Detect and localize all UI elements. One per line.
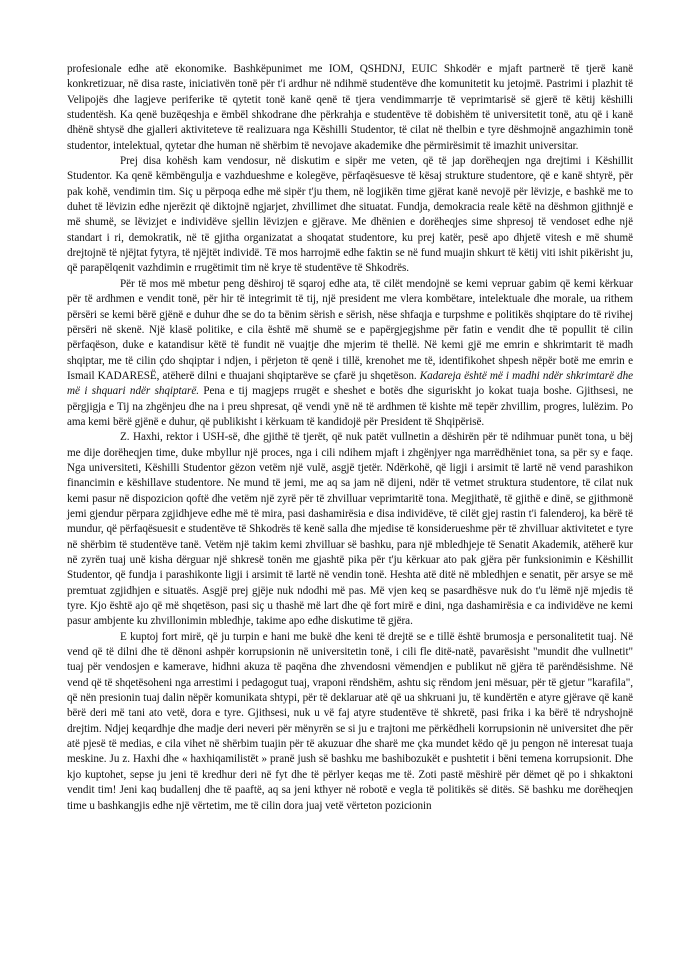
paragraph-president-kadare-part2: Pena e tij magjeps rrugët e sheshet e botës dhe siguriskht jo kokat tuaja boshe. Gjithsesi, ne përgjigja e Tij na zhgënjeu dhe na i preu shpresat, që vendi ynë në të ardhmen të kishte më tepër zhvillim, progres, lulëzim. Po ama kemi bërë gjënë e duhur, që publikisht i kërkuam të kandidojë për President të Shqipërisë. (67, 385, 633, 428)
paragraph-president-kadare-part1: Për të mos më mbetur peng dëshiroj të sqaroj edhe ata, të cilët mendojnë se kemi vepruar gabim që kemi kërkuar për të ardhmen e vendit tonë, për hir të integrimit të tij, një president me vlera kombëtare, intelektuale dhe morale, ua rithem përsëri se kemi bërë gjënë e duhur dhe se do ta bënim sërish e sërish, nëse shfaqja e turpshme e politikës shqiptare do të rivihej përsëri në skenë. Një klasë politike, e cila është më shumë se e papërgjegjshme për fatin e vendit dhe të popullit të cilin përfaqëson, duke e katandisur këtë të fundit në vuajtje dhe mjerim të thellë. Në kemi gjë me emrin e shkrimtarit të madh shqiptar, me të cilin çdo shqiptar i ndjen, i përjeton të qenë i tillë, krenohet me të, identifikohet shpesh nëpër botë me emrin e Ismail KADARESË, atëherë dilni e thuajani shqiptarëve se çfarë ju shqetëson. (67, 277, 633, 382)
paragraph-rector-haxhi: Z. Haxhi, rektor i USH-së, dhe gjithë të tjerët, që nuk patët vullnetin a dëshirën për të ndihmuar punët tona, u bëj me dije dorëheqjen time, duke mbyllur një proces, nga i cili ndihem mjaft i zhgënjyer nga marrëdhëniet tona, sa për sy e faqe. Nga universiteti, Këshilli Studentor gëzon vetëm një vulë, asgjë tjetër. Ndërkohë, që ligji i arsimit të lartë në vend parashikon financimin e këshillave studentore. Ne mund të jemi, me aq sa jam në dijeni, ndër të vetmet struktura studentore, të cilat nuk kemi pasur në dispozicion qoftë dhe vetëm një zyrë për të zhvilluar veprimtaritë tona. Megjithatë, të gjithë e dinë, se gjithmonë jemi gjendur përpara zgjidhjeve edhe më të mira, pasi dashamirësia e disa individëve, të cilët gjej rastin t'i falenderoj, ka bërë të mundur, që përfaqësuesit e studentëve të Shkodrës të kenë salla dhe mjedise të konsiderueshme për të zhvilluar aktivitetet e tyre në shërbim të studentëve tanë. Vetëm një takim kemi zhvilluar së bashku, para një mbledhjeje të Senatit Akademik, atëherë kur në zyrën tuaj unë kisha dërguar një shkresë tonën me gjashtë pika për t'ju kërkuar ato pak gjëra për funksionimin e Këshillit Studentor, që fundja i parashikonte ligji i arsimit të lartë në vendin tonë. Heshta atë ditë në mbledhjen e senatit, për arsye se më premtuat zgjidhjen e situatës. Asgjë prej gjëje nuk ndodhi më pas. Më vjen keq se pasardhësve nuk do t'u lëmë një mjedis të tyre. Kjo është ajo që më shqetëson, pasi siç u thashë më lart dhe që fort mirë e dini, nga dashamirësia e ca individëve ne kemi pasur ambjente ku zhvillonimin mbledhje, takime apo edhe diskutime të gjëra. (67, 431, 633, 628)
paragraph-resignation-decision: Prej disa kohësh kam vendosur, në diskutim e sipër me veten, që të jap dorëheqjen nga drejtimi i Këshillit Studentor. Ka qenë këmbëngulja e vazhdueshme e kolegëve, përfaqësuesve të kësaj strukture studentore, që e kanë shtyrë, për pak kohë, vendimin tim. Siç u përpoqa edhe më sipër t'ju them, në logjikën time gjërat kanë nevojë për lëvizje, e bashkë me to duhet të lëvizin edhe njerëzit që diktojnë ngjarjet, zhvillimet dhe situatat. Fundja, demokracia reale këtë na dëshmon gjithnjë e më shumë, se lëvizjet e individëve sjellin lëvizjen e gjërave. Me dhënien e dorëheqjes sime shpresoj të vendoset edhe një standart i ri, demokratik, në të gjitha organizatat a shoqatat studentore, ku prej katër, pesë apo dhjetë vitesh e më shumë drejtojnë të njëjtat fytyra, të njëjtët individë. Të mos harrojmë edhe faktin se në fund muajin shkurt të këtij viti ishit pikërisht ju, që parapëlqenit vazhdimin e rrugëtimit tim në krye të studentëve të Shkodrës. (67, 155, 633, 275)
paragraph-partnerships: profesionale edhe atë ekonomike. Bashkëpunimet me IOM, QSHDNJ, EUIC Shkodër e mjaft partnerë të tjerë kanë konkretizuar, në disa raste, iniciativën tonë për t'i ardhur në ndihmë studentëve dhe komunitetit ku jetojmë. Pastrimi i plazhit të Velipojës dhe lagjeve periferike të qytetit tonë kanë qenë të tjera vendimmarrje të veprimtarisë së gjerë të këtij këshilli studentësh. Ka qenë buzëqeshja e ëmbël shkodrane dhe përkrahja e studentëve të dobishëm të universitetit tonë, atu që i kanë dhënë shtysë dhe gjalleri aktiviteteve të realizuara nga Këshilli Studentor, të cilat në thelbin e tyre dëshmojnë angazhimin tonë studentor, intelektual, qytetar dhe human në shërbim të nevojave akademike dhe përmirësimit të imazhit universitar. (67, 63, 633, 152)
document-page (67, 62, 633, 814)
kadare-italic-quote: Kadareja është më i madhi ndër shkrimtarë dhe më i shquari ndër shqiptarë. (67, 369, 633, 398)
paragraph-president-kadare (67, 277, 633, 430)
paragraph-corruption: E kuptoj fort mirë, që ju turpin e hani me bukë dhe keni të drejtë se e tillë është brumosja e personalitetit tuaj. Në vend që të dilni dhe të dënoni ashpër korrupsionin në universitetin tonë, i cili fle ditë-natë, pavarësisht "mundit dhe vullnetit" tuaj për vendosjen e kamerave, hidhni akuza të paqëna dhe zhvendosni vëmendjen e publikut në gjëra të parëndësishme. Në vend që të shqetësoheni nga arrestimi i pedagogut tuaj, vraponi rëndshëm, ashtu siç rëndom jeni mësuar, për të gjetur "karafila", që nën presionin tuaj dalin nëpër komunikata shtypi, për të deklaruar atë që ua shkruani ju, të kundërtën e atyre gjërave që kanë bërë deri më tani ato vetë, dora e tyre. Gjithsesi, nuk u vë faj atyre studentëve të shkretë, pasi frika i ka bërë të ndryshojnë drejtim. Ndjej keqardhje dhe madje deri neveri për mënyrën se si ju e trajtoni me përkëdheli korrupsionin në universitet dhe për atë pjesë të medias, e cila vihet në shërbim tuajin për të akuzuar dhe sharë me çka mundet këdo që ju pengon në interesat tuaja meskine. Ju z. Haxhi dhe « haxhiqamilistët » pranë jush së bashku me bashibozukët e pushtetit i bëni temena korrupsionit. Dhe kjo kuptohet, sepse ju jeni të kredhur deri në fyt dhe të përlyer keqas me të. Zoti pastë mëshirë për dëmet që po i shkaktoni vendit tim! Jeni kaq budallenj dhe të paaftë, aq sa jeni kthyer në robotë e vegla të politikës së ditës. Së bashku me dorëheqjen time u bashkangjis edhe një vërtetim, me të cilin dora juaj vetë vërteton pozicionin (67, 630, 633, 812)
